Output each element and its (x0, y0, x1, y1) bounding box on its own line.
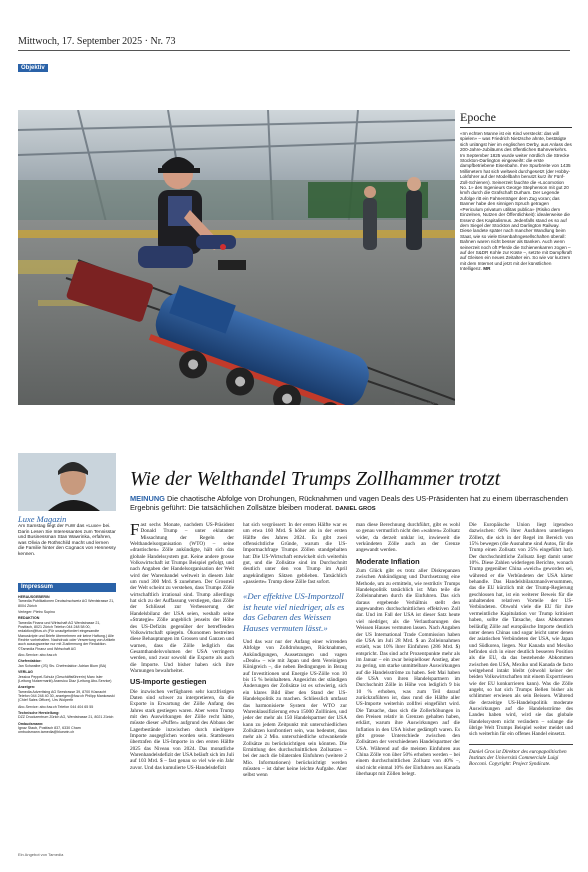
imprint-text: Tamedia Finanz und Wirtschaft AG Werdstrasse 21, Postfach, 8021 Zürich Telefon 044 248 58 00, redaktion@fuw.ch (Für unaufgefordert eingesandte Manuskripte und Briefe übernehmen wir keine Haftung.) Alle Rechte vorbehalten. Nachdruck oder Verwertung von Artikeln auch auszugsweise nur mit Zustimmung der Redaktion. ©Tamedia Finanz und Wirtschaft AG (18, 620, 116, 651)
imprint-heading: Impressum (18, 583, 116, 592)
subhead-2: Moderate Inflation (356, 556, 420, 566)
tamedia-logo: Ein Angebot von Tamedia (18, 852, 64, 857)
imprint-label: HERAUSGEBERIN (18, 595, 50, 599)
lead-photo (18, 110, 455, 405)
imprint-label: Chefredaktor: (18, 659, 42, 664)
imprint-label: REDAKTION (18, 616, 40, 621)
imprint-text: Abo-Service: abo.fuw.ch (18, 653, 57, 658)
epoche-text: «Im echten Manne ist ein Kind versteckt: das will spielen» – was Friedrich Nietzsche ahnte, bestätigte sich unlängst hier im englischen Derby, aus Anlass des 200-Jahre-Jubiläums des öffentlichen Bahnverkehrs. Im September 1825 wurde weiter nördlich die Strecke Stockton-Darlington eingeweiht: die erste dampfbetriebene Eisenbahn. Ihre Spurbreite von 1435 Millimetern hat sich weltweit durchgesetzt (der Hobby-Lokführer auf der Modellbahn benutzt kurz ihr Fünf-Zoll-Schienen). Seinerzeit fauchte die «Locomotion No. 1» des Ingenieurs George Stephenson mit gut 20 km/h durch die Grafschaft Durham. Der Legende zufolge ritt ein Fahnenträger dem Zug voran; das Banner habe den sinnigen Spruch getragen «Periculum privatum utilitas publica» (Risiko dem Einzelnen, Nutzen der Öffentlichkeit): idealerweise die Essenz des Kapitalismus. Jedenfalls stand es so auf dem Siegel der Stockton and Darlington Railway. Diese landete später nach mancher Wandlung beim Staat, wie so viele Eisenbahngesellschaften überall: Bahnen waren nicht besser als Banken. Auch wenn seinerzeit noch oft Pferde die Schienenkarren zogen – auf der S&DR Kohle zur Küste –, setzte mit Dampfkraft auf Gleisen ein neues Zeitalter ein. So wie vor kurzem mit dem Internet und jetzt mit der künstlichen Intelligenz. MR (460, 131, 572, 272)
imprint-line (18, 653, 116, 657)
epoche-column (460, 110, 572, 272)
locomotive-rider-illustration (18, 110, 455, 405)
section-tag: MEINUNG (130, 494, 165, 503)
imprint-text: Tamedia Advertising AG Seestrasse 39, 8700 Küsnacht Telefon 044 248 40 30, anzeigen@fuw.ch Philipp Mankowski (Chief Sales Officer), Urs Wolperth (18, 689, 115, 703)
imprint-text: Jessica Peppel-Schulz (Geschäftsführerin) Marc Isler (Leitung Nutzermarkt) Aransiou Diaz (Leitung Abo-Service) (18, 674, 112, 683)
luxe-text: Am Samstag liegt der FuW das «Luxe» bei. Darin Lesen Sie Interessantes zum Tennisstar und Businessman Stan Wawrinka, erfahren, was Olivia de Rothschild macht und lernen die Familie hinter den Cognacs von Hennessy kennen. (18, 524, 116, 557)
epoche-signature: MR (483, 266, 491, 272)
header-rule (18, 50, 570, 51)
imprint-line (18, 685, 116, 702)
imprint-label: Anzeigen: (18, 685, 36, 690)
section-rubric: Objektiv (18, 64, 48, 72)
paragraph: Die inzwischen verfügbaren sehr kurzfristigen Daten sind schwer zu interpretieren, da die Exporte in Erwartung der Zölle Anfang des Jahres stark gestiegen waren. Aber wenn Trump mit den Auswirkungen der Zölle recht hätte, müsste dieser «Puffer» aufgrund des Abbaus der Lagerbestände inzwischen durch niedrigere Importe ausgeglichen worden sein. Stattdessen übertrafen die US-Importe in den ersten Hälfte 2025 das Niveau von 2024. Das monatliche Warenhandelsdefizit der USA beläuft sich im Juli auf 103 Mrd. $ – fast genau so viel wie ein Jahr zuvor. Und das kumulierte US-Handelsdefizit (130, 688, 234, 771)
luxe-teaser[interactable] (18, 512, 116, 558)
article-column-1 (130, 522, 234, 771)
luxe-title: Luxe Magazin (18, 514, 67, 524)
imprint-text: Ignaz Staub, Postfach 837, 6330 Cham ombudsmann.tamedia@bluewin.ch (18, 725, 81, 735)
lead-paragraph: Fast sechs Monate, nachdem US-Präsident Donald Trump – unter eklatanter Missachtung der Regeln der Welthandelsorganisation (WTO) – seine «drastischen» Zölle ankündigte, hält sich das globale Handelssystem gut. Keine andere grosse Volkswirtschaft ist Trumps Beispiel gefolgt, und nach Angaben der Handelsorganisation der Welt wird der Warenhandel weltweit in diesem Jahr um rund 300 Mrd. $ zunehmen. Der Grossteil der Welt scheint zu verstehen, dass Trumps Zölle wirtschaftlich irrational sind. Trump allerdings hat sich zu der Auffassung verstiegen, dass Zölle der Schlüssel zur Verbesserung der Handelsbilanz der USA seien, weshalb seine «Strategie» Zölle angeblich jenseits der Höhe des US-Defizits gegenüber der betreffenden Volkswirtschaft spiegeln. Ökonomen bestreiten diese Behauptungen im Grossen und Ganzen und warnen, dass die Zölle lediglich das Gesamthandelsvolumen der USA verringern werden, und zwar sowohl die Exporte als auch die Importe. Und bisher haben sich ihre Warnungen bewahrheitet. (130, 520, 234, 674)
teaser-text: Die chaotische Abfolge von Drohungen, Rücknahmen und vagen Deals des US-Präsidenten hat zu einem überraschenden Ergebnis geführt: Die tatsächlichen Zollsätze bleiben moderat. (130, 494, 568, 513)
imprint-line (18, 711, 116, 720)
author-byline: DANIEL GROS (335, 506, 376, 513)
author-note: Daniel Gros ist Direktor des europapolitischen Instituts der Università Commerciale Luigi Bocconi. Copyright: Project Syndicate. (469, 748, 567, 768)
imprint-line (18, 595, 116, 608)
paragraph: hat sich vergrössert: In der ersten Hälfte war es um etwa 160 Mrd. $ höher als in der ersten Hälfte des Jahres 2024. Es gibt zwei offensichtliche Gründe, warum die US-Importnachfrage Trumps Zöllen standgehalten hat: Die US-Wirtschaft entwickelt sich weiterhin gut, und die Zollsätze sind im Durchschnitt deutlich unter den von Trump im April angekündigten Sätzen geblieben. Tatsächlich «passierte» Trump diese Zölle fast sofort. (243, 522, 347, 586)
dropcap: F (130, 520, 140, 539)
imprint-line (18, 670, 116, 683)
luxe-thumbnail (18, 453, 116, 511)
dateline: Mittwoch, 17. September 2025 · Nr. 73 (18, 36, 176, 47)
article-column-2 (243, 522, 347, 779)
imprint-line (18, 616, 116, 651)
imprint-line (18, 659, 116, 668)
imprint-line (18, 610, 116, 614)
imprint-label: VERLAG (18, 670, 33, 675)
imprint-line (18, 705, 116, 709)
imprint-text: Abo-Service: abo.fuw.ch Telefon 044 404 65 55 (18, 704, 94, 709)
imprint-label: Technische Herstellung: (18, 710, 60, 715)
article-teaser (130, 494, 570, 514)
imprint-text: Tamedia Publikationen Deutschschweiz AG Werdstrasse 21, 8004 Zürich (18, 599, 115, 608)
paragraph: Die Europäische Union liegt irgendwo dazwischen: 60% ihrer Ausfuhren unterliegen Zöllen, die sich in der Regel im Bereich von 15% bewegen (die Ausnahme sind Autos, für die Trump einen Zollsatz von 25% eingeführt hat). Der durchschnittliche Zollsatz liegt damit unter 10%. Diese Zahlen widerlegen Berichte, wonach Trump gegenüber China «weich» geworden sei, während er die Verbündeten der USA härter behandle. Das Handelsbilanzmanöversummen, das die EU kürzlich mit der Trump-Regierung geschlossen hat, ist ein weiterer Beweis für die anhaltenden relativen Vorteile der US-Verbündeten. Obwohl viele die EU für ihre vermeintliche Kapitulation vor Trump kritisiert haben, sollte die Tatsache, dass Abkommen beiläufig Zölle auf europäische Importe deutlich unter denen Chinas und sogar leicht unter denen der asiatischen Verbündeten der USA, wie Japan und Südkorea, liegen. Nur Kanada und Mexiko befinden sich in einer deutlich besseren Position als die EU, da das bestehende Abkommen zwischen den USA, Mexiko und Kanada de facto weitgehend intakt bleibt (obwohl keiner der beiden Volkswirtschaften mit einem Exportriesen wie der EU konkurrieren kann). Was die Zölle angeht, so hat sich Trumps Bellen bisher als schlimmer erwiesen als sein Beissen. Während die derzeitige US-Handelspolitik moderate Auswirkungen auf die Handelsströme des Landes haben wird, wird sie das globale Handelssystem nicht verändern – solange die übrige Welt Trumps Beispiel weiter meidet und sich weiterhin für ein offenes Handel einsetzt. (469, 522, 573, 738)
note-divider (469, 744, 573, 745)
imprint-line (18, 722, 116, 735)
imprint-text: DZZ Druckzentrum Zürich AG, Werdstrasse 21, 8021 Zürich (18, 715, 114, 720)
paragraph: man diese Berechnung durchführt, gibt es wohl so genau vermutlich nicht den «wahren» Zollsatz wider, da derzeit unklar ist, inwieweit die verkündeten Zölle auch an der Grenze angewandt werden. (356, 522, 460, 554)
subhead-1: US-Importe gestiegen (130, 677, 207, 687)
imprint-text: Verleger: Pietro Supino (18, 610, 55, 615)
paragraph: Und das war nur der Anfang einer wirrenden Abfolge von Zolldrohungen, Rücknahmen, Ankündigungen, Aussetzungen und vagen «Deals» – wie mit Japan und dem Vereinigten Königreich –, die neben Bedingungen in Bezug auf Investitionen und Energie US-Zölle von 10 bis 15 % beinhalteten. Angesichts der ständigen Änderungen der Zollsätze ist es schwierig, sich ein klares Bild über den Stand der US-Handelspolitik zu machen. Schliesslich umfasst das harmonisierte System der WTO zur Warenklassifizierung etwa 15000 Zolllinien, und jeder der mehr als 150 Handelspartner der USA kann zu jedem Zeitpunkt mit unterschiedlichen Zollsätzen konfrontiert sein, was bedeutet, dass mehr als 2 Mio. unterschiedliche schwankende Zollsätze zu berücksichtigen sein könnten. Die Ermittlung des durchschnittlichen Zollsatzes – bei der auch die bilateralen Einfuhren (weitere 2 Mio. Informationen) berücksichtigt werden müssten – ist daher keine leichte Aufgabe. Aber selbst wenn (243, 639, 347, 779)
paragraph: Zum Glück gibt es trotz aller Diskrepanzen zwischen Ankündigung und Durchsetzung eine Methode, um zu ermitteln, wie restriktiv Trumps Handelspolitik tatsächlich ist: Man teile die Zolleinnahmen durch die Einfuhren. Das sich daraus ergebende Verhältnis stellt den angewandten durchschnittlichen effektiven Zoll dar. Und im Fall der USA ist dieser Satz heute viel niedriger, als die Verlautbarungen des Weissen Hauses vermuten lassen. Nach Angaben der US International Trade Commission haben die USA im Juli 28 Mrd. $ an Zolleinnahmen erzielt, was 10% ihrer Einfuhren (286 Mrd. $) entspricht. Das sind acht Prozentpunkte mehr als im Januar – ein zwar beispielloser Anstieg, aber zu gering, um starke unmittelbare Auswirkungen auf die Handelsströme zu haben. Seit Mai haben die USA von ihren Handelspartnern im Durchschnitt Zölle in Höhe von lediglich 9 bis 10 % erhoben, was zum Teil darauf zurückzuführen ist, dass rund die Hälfte aller US-Importe weiterhin zollfrei eingeführt wird. Die Tatsache, dass sich die Zollerhöhungen in den Preisen relativ in Grenzen gehalten haben, erklärt, warum ihre Auswirkungen auf die Inflation in den USA bisher gedämpft waren. Es gibt grosse Unterschiede zwischen den Zollsätzen der verschiedenen Handelspartner der USA. Während auf die meisten Einfuhren aus China Zölle von über 50% erhoben werden – bei einem durchschnittlichen Zollsatz von 40% –, sind nicht einmal 10% der Einfuhren aus Kanada überhaupt mit Zöllen belegt. (356, 568, 460, 778)
article-column-4 (469, 522, 573, 768)
article-headline: Wie der Welthandel Trumps Zollhammer trotzt (130, 468, 501, 490)
photo-credit: BILD: ADAM VAUGHAN/KEYSTONE (394, 401, 455, 405)
article-column-3 (356, 522, 460, 777)
imprint-text: Jan Schwalbe (JS) Stv. Chefredaktor: Adrian Blum (BA) (18, 663, 107, 668)
pull-quote: «Der effektive US-Importzoll ist heute viel niedriger, als es das Gebaren des Weissen Hauses vermuten lässt.» (243, 591, 345, 633)
portrait-icon (18, 453, 116, 511)
epoche-title: Epoche (460, 110, 572, 128)
imprint-block (18, 595, 116, 737)
imprint-label: Ombudsmann: (18, 721, 44, 726)
